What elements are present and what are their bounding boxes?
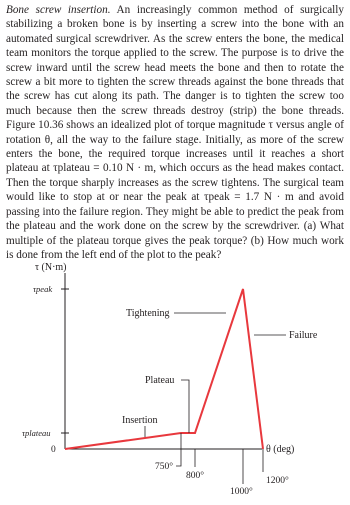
origin-label: 0 [51,445,56,455]
angle-750: 750° [155,462,174,472]
torque-angle-figure [0,260,350,505]
x-axis-label: θ (deg) [266,444,295,455]
insertion-label: Insertion [122,415,158,426]
plateau-label: Plateau [145,375,175,386]
plateau-leader [181,380,189,433]
problem-statement [6,3,344,262]
tau-plateau-label: τplateau [22,428,51,438]
tightening-label: Tightening [126,308,170,319]
tau-peak-label: τpeak [33,284,53,294]
problem-text: An increasingly common method of surgically stabilizing a broken bone is by inserting a screw into the bone with an automated surgical screwdriver. As the screw enters the bone, the medical team monitors the torque applied to the screw. The purpose is to drive the screw inward until the screw head meets the bone and then to rotate the screw a bit more to tighten the screw threads against the bone threads that the screw has cut along its path. The danger is to tighten the screw too much because then the screw threads destroy (strip) the bone threads. Figure 10.36 shows an idealized plot of torque magnitude τ versus angle of rotation θ, all the way to the failure stage. Initially, as more of the screw enters the bone, the required torque increases until it reaches a short plateau at τplateau = 0.10 N · m, which occurs as the head makes contact. Then the torque sharply increases as the screw tightens. The surgical team would like to stop at or near the peak at τpeak = 1.7 N · m and avoid passing into the failure region. They might be able to predict the peak from the plateau and the work done on the screw by the screwdriver. (a) What multiple of the plateau torque gives the peak torque? (b) How much work is done from the left end of the plot to the peak? [6,4,344,261]
angle-800: 800° [186,471,205,481]
problem-title: Bone screw insertion. [6,4,111,16]
problem-paragraph [6,3,344,262]
y-axis-label: τ (N·m) [35,262,67,273]
angle-1200: 1200° [266,476,289,486]
angle-1000: 1000° [230,487,253,497]
failure-label: Failure [289,330,318,341]
